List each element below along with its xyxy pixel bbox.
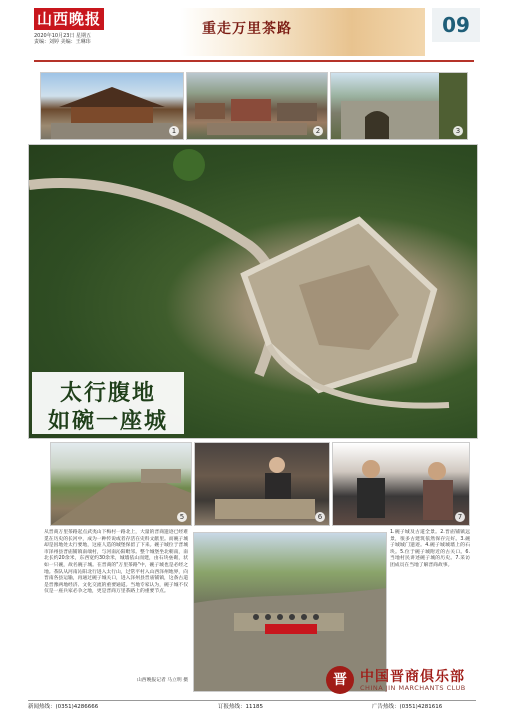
temple-illustration (41, 73, 183, 139)
villager-illustration (195, 443, 329, 525)
group-banner (265, 624, 317, 634)
watermark-logo-icon: 晋 (326, 666, 354, 694)
news-hotline: 新闻热线：(0351)4286666 (28, 704, 99, 710)
headline-line2: 如碗一座城 (47, 408, 168, 434)
photo-interview (332, 442, 470, 526)
photo-villager (194, 442, 330, 526)
photo-city-gate (330, 72, 468, 140)
issue-editors: 责编：刘婷 美编：王琳玮 (34, 39, 91, 45)
photo-credit: 山西晚报记者 马立明 摄 (136, 678, 188, 683)
photo-number: 2 (313, 126, 323, 136)
photo-number: 6 (315, 512, 325, 522)
footer-divider (28, 700, 476, 701)
headline-line1: 太行腹地 (59, 380, 156, 406)
village-illustration (187, 73, 327, 139)
ad-hotline: 广告热线：(0351)4281616 (372, 704, 443, 710)
photo-number: 7 (455, 512, 465, 522)
issue-meta (34, 33, 144, 45)
photo-village (186, 72, 328, 140)
section-banner-title: 重走万里茶路 (202, 21, 292, 37)
issue-date: 2020年10月23日 星期五 (34, 33, 92, 39)
watermark-zh: 中国晋商俱乐部 (360, 669, 465, 685)
photo-number: 1 (169, 126, 179, 136)
photo-number: 5 (177, 512, 187, 522)
gate-illustration (331, 73, 467, 139)
interview-illustration (333, 443, 469, 525)
masthead-logo: 山西晚报 (34, 8, 104, 30)
page-number: 09 (432, 8, 480, 42)
header-divider (34, 60, 474, 62)
order-hotline: 订报热线：11185 (218, 704, 263, 710)
watermark-en: CHINA JIN MARCHANTS CLUB (360, 684, 466, 692)
road-illustration (51, 443, 191, 525)
photo-temple (40, 72, 184, 140)
photo-number: 3 (453, 126, 463, 136)
photo-captions: 1.碗子城及古道全景。2.晋庙铺镇远景，很多古建筑依然保存完好。3.碗子城城门遗迹。4.碗子城城墙上的石块。5.位于碗子城附近的古关口。6.当地村民讲述碗子城的历史。7.采访团成员在当地了解晋商故事。 (390, 530, 470, 568)
photo-ancient-road (50, 442, 192, 526)
article-body: 从晋商万里茶路起点武夷山下梅村一路北上，大量的晋商遗迹已经难觅在历史的长河中，成为一种传说或者存活在史料文献里。而碗子城却是因地处太行要地，这座人造的城堡保留了下来。碗子城位于晋城市泽州县晋庙铺镇南端村，与河南沁阳毗邻。整个城堡坐北朝南，南北长约20余米，东西宽约30余米，城墙依山而建，由石块垒砌，状如一只碗，故名碗子城。在晋商的"万里茶路"中，碗子城也是必经之地。茶队从河南沁阳北行进入太行山，过常平村入山西泽州地界，向晋南各县运输，再通过碗子城关口，进入泽州县晋庙铺镇，这条古道是晋豫两地经济、文化交流的重要通道。当地专家认为，碗子城不仅仅是一座兵家必争之地，更是晋商万里茶路上的重要节点。 (44, 530, 188, 595)
